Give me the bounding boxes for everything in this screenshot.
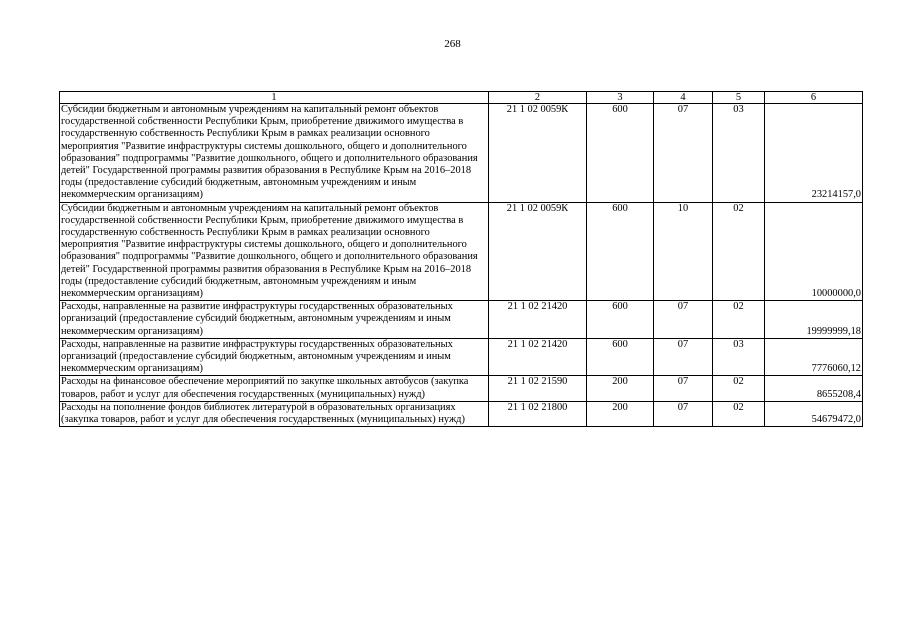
row-description: Расходы на пополнение фондов библиотек литературой в образовательных организациях (закупка товаров, работ и услуг для обеспечения государственных (муниципальных) нужд) bbox=[60, 401, 489, 426]
table-row bbox=[60, 104, 863, 203]
row-expense-type: 600 bbox=[587, 104, 654, 203]
table-row bbox=[60, 202, 863, 301]
row-description: Расходы, направленные на развитие инфраструктуры государственных образовательных организаций (предоставление субсидий бюджетным, автономным учреждениям и иным некоммерческим организациям) bbox=[60, 301, 489, 339]
row-subsection: 03 bbox=[713, 104, 765, 203]
header-cell-1: 1 bbox=[60, 92, 489, 104]
row-expense-type: 200 bbox=[587, 401, 654, 426]
row-subsection: 02 bbox=[713, 202, 765, 301]
row-subsection: 02 bbox=[713, 401, 765, 426]
header-cell-2: 2 bbox=[489, 92, 587, 104]
header-cell-5: 5 bbox=[713, 92, 765, 104]
row-section: 10 bbox=[654, 202, 713, 301]
row-expense-type: 200 bbox=[587, 376, 654, 401]
row-expense-type: 600 bbox=[587, 338, 654, 376]
row-expense-type: 600 bbox=[587, 202, 654, 301]
budget-table bbox=[59, 91, 863, 427]
row-section: 07 bbox=[654, 376, 713, 401]
header-row bbox=[60, 92, 863, 104]
row-description: Расходы, направленные на развитие инфраструктуры государственных образовательных организаций (предоставление субсидий бюджетным, автономным учреждениям и иным некоммерческим организациям) bbox=[60, 338, 489, 376]
row-description: Расходы на финансовое обеспечение мероприятий по закупке школьных автобусов (закупка товаров, работ и услуг для обеспечения государственных (муниципальных) нужд) bbox=[60, 376, 489, 401]
row-expense-type: 600 bbox=[587, 301, 654, 339]
row-target-code: 21 1 02 0059К bbox=[489, 202, 587, 301]
row-amount: 10000000,0 bbox=[765, 202, 863, 301]
page-number: 268 bbox=[444, 38, 461, 50]
row-description: Субсидии бюджетным и автономным учреждениям на капитальный ремонт объектов государственной собственности Республики Крым, приобретение движимого имущества в государственную собственность Республики Крым в рамках реализации основного мероприятия "Развитие инфраструктуры системы дошкольного, общего и дополнительного образования" подпрограммы "Развитие дошкольного, общего и дополнительного образования детей" Государственной программы развития образования в Республике Крым на 2016–2018 годы (предоставление субсидий бюджетным, автономным учреждениям и иным некоммерческим организациям) bbox=[60, 202, 489, 301]
row-target-code: 21 1 02 21590 bbox=[489, 376, 587, 401]
row-section: 07 bbox=[654, 338, 713, 376]
header-cell-4: 4 bbox=[654, 92, 713, 104]
table-row bbox=[60, 401, 863, 426]
row-amount: 54679472,0 bbox=[765, 401, 863, 426]
row-section: 07 bbox=[654, 104, 713, 203]
row-subsection: 03 bbox=[713, 338, 765, 376]
row-amount: 23214157,0 bbox=[765, 104, 863, 203]
row-amount: 19999999,18 bbox=[765, 301, 863, 339]
row-section: 07 bbox=[654, 301, 713, 339]
row-target-code: 21 1 02 21420 bbox=[489, 338, 587, 376]
row-amount: 8655208,4 bbox=[765, 376, 863, 401]
table-row bbox=[60, 376, 863, 401]
row-subsection: 02 bbox=[713, 301, 765, 339]
row-target-code: 21 1 02 0059К bbox=[489, 104, 587, 203]
row-section: 07 bbox=[654, 401, 713, 426]
row-amount: 7776060,12 bbox=[765, 338, 863, 376]
row-subsection: 02 bbox=[713, 376, 765, 401]
table-row bbox=[60, 338, 863, 376]
row-target-code: 21 1 02 21420 bbox=[489, 301, 587, 339]
row-target-code: 21 1 02 21800 bbox=[489, 401, 587, 426]
table-row bbox=[60, 301, 863, 339]
header-cell-6: 6 bbox=[765, 92, 863, 104]
row-description: Субсидии бюджетным и автономным учреждениям на капитальный ремонт объектов государственной собственности Республики Крым, приобретение движимого имущества в государственную собственность Республики Крым в рамках реализации основного мероприятия "Развитие инфраструктуры системы дошкольного, общего и дополнительного образования" подпрограммы "Развитие дошкольного, общего и дополнительного образования детей" Государственной программы развития образования в Республике Крым на 2016–2018 годы (предоставление субсидий бюджетным, автономным учреждениям и иным некоммерческим организациям) bbox=[60, 104, 489, 203]
header-cell-3: 3 bbox=[587, 92, 654, 104]
